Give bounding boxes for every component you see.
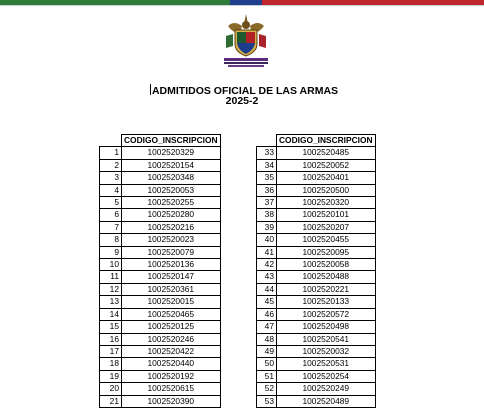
table-row [257,259,376,271]
column-header-codigo: CODIGO_INSCRIPCION [122,135,221,147]
table-body [100,147,221,408]
table-row [100,395,221,407]
table-row [100,321,221,333]
table-body [257,147,376,408]
row-number: 46 [257,308,277,320]
inscription-code: 1002520192 [122,370,221,382]
row-number: 7 [100,221,122,233]
inscription-code: 1002520531 [277,358,376,370]
inscription-code: 1002520401 [277,172,376,184]
table-row [257,221,376,233]
row-number: 47 [257,321,277,333]
inscription-code: 1002520361 [122,283,221,295]
table-row [100,209,221,221]
row-number: 13 [100,296,122,308]
inscription-code: 1002520133 [277,296,376,308]
inscription-code: 1002520154 [122,159,221,171]
inscription-code: 1002520147 [122,271,221,283]
row-number: 39 [257,221,277,233]
row-number: 14 [100,308,122,320]
inscription-code: 1002520101 [277,209,376,221]
inscription-code: 1002520207 [277,221,376,233]
inscription-code: 1002520079 [122,246,221,258]
inscription-code: 1002520572 [277,308,376,320]
table-row [257,296,376,308]
inscription-code: 1002520320 [277,197,376,209]
table-row [257,159,376,171]
table-row [100,147,221,159]
table-row [257,308,376,320]
table-row [100,159,221,171]
table-row [257,246,376,258]
table-row [257,197,376,209]
row-number: 37 [257,197,277,209]
table-row [257,383,376,395]
inscription-code: 1002520136 [122,259,221,271]
table-row [100,296,221,308]
row-number: 50 [257,358,277,370]
row-number: 35 [257,172,277,184]
row-number: 2 [100,159,122,171]
row-number: 1 [100,147,122,159]
inscription-code: 1002520498 [277,321,376,333]
table-header-row [100,135,221,147]
inscription-code: 1002520485 [277,147,376,159]
row-number: 43 [257,271,277,283]
inscription-code: 1002520052 [277,159,376,171]
row-number: 38 [257,209,277,221]
admitted-table-right [256,134,376,408]
table-row [100,184,221,196]
table-row [100,383,221,395]
table-row [100,370,221,382]
top-bar-hairline [0,5,484,6]
admitted-table-left [99,134,221,408]
row-number: 3 [100,172,122,184]
table-row [100,197,221,209]
table-row [257,370,376,382]
inscription-code: 1002520488 [277,271,376,283]
row-number: 40 [257,234,277,246]
row-number: 15 [100,321,122,333]
inscription-code: 1002520221 [277,283,376,295]
table-row [257,184,376,196]
military-school-crest-icon [220,12,272,70]
inscription-code: 1002520095 [277,246,376,258]
page-title-text: ADMITIDOS OFICIAL DE LAS ARMAS [151,85,339,97]
row-number: 20 [100,383,122,395]
table-row [257,395,376,407]
row-number: 44 [257,283,277,295]
row-number: 16 [100,333,122,345]
row-number: 52 [257,383,277,395]
inscription-code: 1002520058 [277,259,376,271]
row-number: 5 [100,197,122,209]
row-number: 41 [257,246,277,258]
row-number: 51 [257,370,277,382]
inscription-code: 1002520254 [277,370,376,382]
text-cursor [150,84,151,95]
top-color-bar [0,0,484,5]
inscription-code: 1002520015 [122,296,221,308]
table-row [100,271,221,283]
table-row [100,172,221,184]
row-number: 11 [100,271,122,283]
inscription-code: 1002520249 [277,383,376,395]
inscription-code: 1002520125 [122,321,221,333]
column-header-codigo: CODIGO_INSCRIPCION [277,135,376,147]
page-subtitle: 2025-2 [225,95,259,107]
inscription-code: 1002520422 [122,345,221,357]
table-row [257,358,376,370]
inscription-code: 1002520053 [122,184,221,196]
inscription-code: 1002520246 [122,333,221,345]
table-row [257,283,376,295]
table-row [100,358,221,370]
inscription-code: 1002520440 [122,358,221,370]
row-number: 18 [100,358,122,370]
inscription-code: 1002520390 [122,395,221,407]
row-number: 21 [100,395,122,407]
inscription-code: 1002520489 [277,395,376,407]
inscription-code: 1002520455 [277,234,376,246]
row-number: 36 [257,184,277,196]
table-row [100,246,221,258]
table-row [257,209,376,221]
row-number: 8 [100,234,122,246]
row-number: 45 [257,296,277,308]
row-number: 19 [100,370,122,382]
table-row [257,333,376,345]
table-row [257,147,376,159]
table-row [257,345,376,357]
inscription-code: 1002520348 [122,172,221,184]
inscription-code: 1002520541 [277,333,376,345]
table-row [257,321,376,333]
row-number: 34 [257,159,277,171]
table-row [257,172,376,184]
inscription-code: 1002520329 [122,147,221,159]
table-row [100,345,221,357]
inscription-code: 1002520615 [122,383,221,395]
row-number: 12 [100,283,122,295]
column-header-number [100,135,122,147]
table-row [100,234,221,246]
row-number: 49 [257,345,277,357]
row-number: 53 [257,395,277,407]
inscription-code: 1002520255 [122,197,221,209]
inscription-code: 1002520023 [122,234,221,246]
table-row [100,333,221,345]
table-row [100,283,221,295]
table-row [257,234,376,246]
table-row [100,221,221,233]
inscription-code: 1002520032 [277,345,376,357]
table-row [100,308,221,320]
inscription-code: 1002520280 [122,209,221,221]
row-number: 42 [257,259,277,271]
inscription-code: 1002520465 [122,308,221,320]
inscription-code: 1002520500 [277,184,376,196]
table-row [257,271,376,283]
row-number: 10 [100,259,122,271]
table-header-row [257,135,376,147]
table-row [100,259,221,271]
inscription-code: 1002520216 [122,221,221,233]
row-number: 9 [100,246,122,258]
row-number: 33 [257,147,277,159]
row-number: 4 [100,184,122,196]
row-number: 6 [100,209,122,221]
row-number: 17 [100,345,122,357]
column-header-number [257,135,277,147]
row-number: 48 [257,333,277,345]
